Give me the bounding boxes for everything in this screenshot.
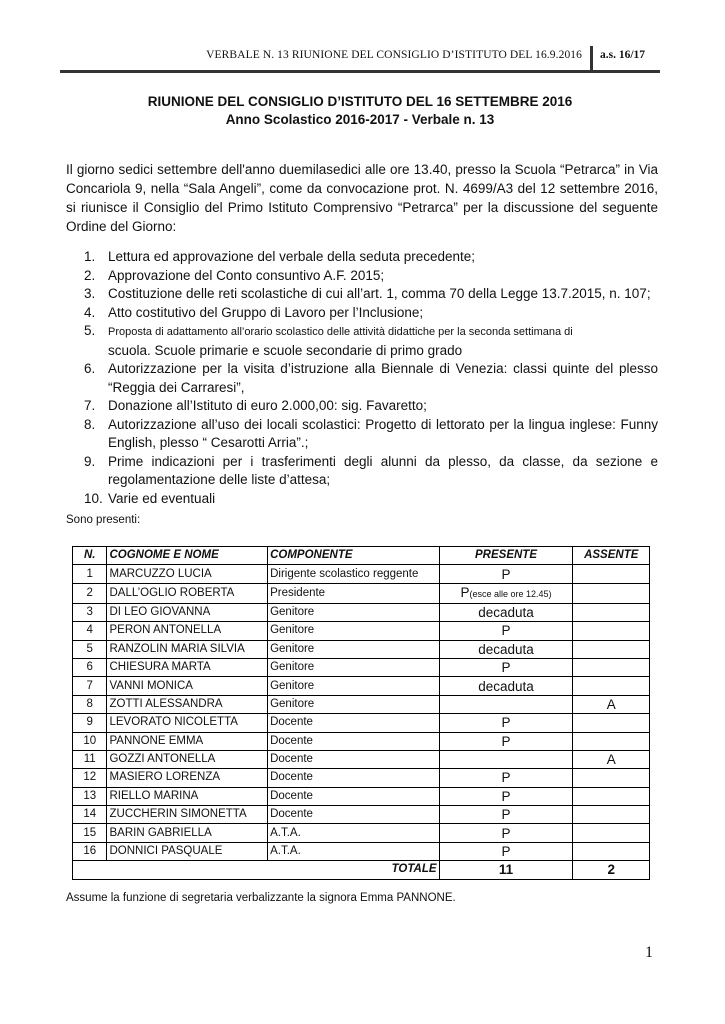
agenda-item-number: 6. bbox=[84, 361, 96, 376]
cell-presente bbox=[439, 565, 573, 583]
cell-presente bbox=[439, 622, 573, 640]
agenda-item bbox=[66, 360, 658, 397]
presente-value: P bbox=[501, 660, 511, 676]
agenda-item-text: Lettura ed approvazione del verbale della seduta precedente; bbox=[108, 249, 476, 264]
header-divider bbox=[590, 46, 593, 72]
cell-assente bbox=[573, 787, 650, 805]
cell-nome: PERON ANTONELLA bbox=[107, 622, 268, 640]
header-school-year: a.s. 16/17 bbox=[600, 49, 646, 61]
agenda-item-text: Atto costitutivo del Gruppo di Lavoro per l’Inclusione; bbox=[108, 304, 424, 320]
cell-nome: CHIESURA MARTA bbox=[107, 658, 268, 676]
cell-componente: Genitore bbox=[268, 658, 439, 676]
cell-n: 3 bbox=[73, 603, 107, 621]
table-row bbox=[73, 640, 650, 658]
closing-text: Assume la funzione di segretaria verbalizzante la signora Emma PANNONE. bbox=[66, 892, 456, 904]
cell-presente bbox=[439, 842, 573, 860]
cell-n: 8 bbox=[73, 695, 107, 713]
total-label: TOTALE bbox=[73, 861, 440, 879]
cell-assente bbox=[573, 732, 650, 750]
cell-nome: ZUCCHERIN SIMONETTA bbox=[107, 806, 268, 824]
table-row bbox=[73, 583, 650, 603]
cell-componente: Docente bbox=[268, 806, 439, 824]
cell-nome: RANZOLIN MARIA SILVIA bbox=[107, 640, 268, 658]
table-header-row bbox=[73, 547, 650, 565]
cell-assente bbox=[573, 583, 650, 603]
header-title: VERBALE N. 13 RIUNIONE DEL CONSIGLIO D’ISTITUTO DEL 16.9.2016 bbox=[206, 49, 582, 61]
cell-componente: Presidente bbox=[268, 583, 439, 603]
cell-n: 6 bbox=[73, 658, 107, 676]
presente-value: P bbox=[501, 788, 511, 804]
presente-value: P bbox=[501, 623, 511, 639]
table-row bbox=[73, 842, 650, 860]
cell-presente bbox=[439, 677, 573, 695]
cell-componente: Genitore bbox=[268, 622, 439, 640]
attendance-body bbox=[73, 565, 650, 861]
cell-assente bbox=[573, 565, 650, 583]
agenda-item-text: Varie ed eventuali bbox=[108, 490, 216, 506]
title-line-1: RIUNIONE DEL CONSIGLIO D’ISTITUTO DEL 16 SETTEMBRE 2016 bbox=[147, 94, 573, 109]
cell-componente: Genitore bbox=[268, 695, 439, 713]
agenda-item-text-small: Proposta di adattamento all’orario scolastico delle attività didattiche per la seconda settimana di bbox=[108, 326, 573, 338]
attendance-table bbox=[72, 546, 650, 880]
presente-value: P bbox=[501, 807, 511, 823]
presente-value: decaduta bbox=[478, 604, 534, 620]
cell-assente bbox=[573, 769, 650, 787]
cell-assente bbox=[573, 842, 650, 860]
cell-assente bbox=[573, 622, 650, 640]
agenda-item bbox=[66, 322, 658, 360]
cell-presente bbox=[439, 787, 573, 805]
agenda-item-number: 2. bbox=[84, 267, 96, 283]
total-assenti: 2 bbox=[573, 861, 650, 879]
cell-nome: DONNICI PASQUALE bbox=[107, 842, 268, 860]
cell-presente bbox=[439, 603, 573, 621]
cell-nome: ZOTTI ALESSANDRA bbox=[107, 695, 268, 713]
cell-n: 9 bbox=[73, 714, 107, 732]
agenda-item-number: 3. bbox=[84, 286, 96, 301]
cell-assente bbox=[573, 714, 650, 732]
cell-nome: PANNONE EMMA bbox=[107, 732, 268, 750]
page-number: 1 bbox=[645, 944, 653, 961]
agenda-item-text: Autorizzazione per la visita d’istruzione alla Biennale di Venezia: classi quinte del plesso “Reggia dei Carraresi”, bbox=[108, 361, 658, 395]
agenda-item-text: Prime indicazioni per i trasferimenti degli alunni da plesso, da classe, da sezione e regolamentazione delle liste d’attesa; bbox=[108, 453, 658, 487]
agenda-item-number: 8. bbox=[84, 416, 96, 432]
cell-assente: A bbox=[573, 695, 650, 713]
cell-nome: MARCUZZO LUCIA bbox=[107, 565, 268, 583]
presente-value: decaduta bbox=[478, 641, 534, 657]
document-title bbox=[60, 93, 660, 129]
agenda-item-number: 10. bbox=[84, 490, 103, 506]
agenda-item-text: Approvazione del Conto consuntivo A.F. 2015; bbox=[108, 267, 385, 283]
table-row bbox=[73, 658, 650, 676]
presente-value: P bbox=[501, 770, 511, 786]
cell-nome: BARIN GABRIELLA bbox=[107, 824, 268, 842]
agenda-item bbox=[66, 248, 658, 267]
table-row bbox=[73, 677, 650, 695]
cell-componente: A.T.A. bbox=[268, 842, 439, 860]
cell-assente bbox=[573, 603, 650, 621]
table-row bbox=[73, 806, 650, 824]
cell-nome: GOZZI ANTONELLA bbox=[107, 750, 268, 768]
header-nome: COGNOME E NOME bbox=[107, 547, 268, 565]
presente-value: decaduta bbox=[478, 678, 534, 694]
cell-componente: Dirigente scolastico reggente bbox=[268, 565, 439, 583]
cell-componente: Genitore bbox=[268, 677, 439, 695]
cell-n: 7 bbox=[73, 677, 107, 695]
cell-n: 13 bbox=[73, 787, 107, 805]
presente-value: P bbox=[501, 825, 511, 841]
presente-value: P bbox=[501, 733, 511, 749]
header-n: N. bbox=[73, 547, 107, 565]
presente-note: (esce alle ore 12.45) bbox=[469, 588, 552, 599]
cell-componente: A.T.A. bbox=[268, 824, 439, 842]
cell-assente: A bbox=[573, 750, 650, 768]
cell-n: 5 bbox=[73, 640, 107, 658]
agenda-item bbox=[66, 453, 658, 490]
table-row bbox=[73, 622, 650, 640]
cell-assente bbox=[573, 806, 650, 824]
cell-nome: MASIERO LORENZA bbox=[107, 769, 268, 787]
cell-n: 16 bbox=[73, 842, 107, 860]
agenda-item-text: Costituzione delle reti scolastiche di cui all’art. 1, comma 70 della Legge 13.7.2015, n. 107; bbox=[108, 286, 651, 301]
cell-componente: Genitore bbox=[268, 640, 439, 658]
cell-nome: RIELLO MARINA bbox=[107, 787, 268, 805]
cell-presente bbox=[439, 750, 573, 768]
agenda-item-text: Donazione all’Istituto di euro 2.000,00: sig. Favaretto; bbox=[108, 398, 427, 413]
table-row bbox=[73, 603, 650, 621]
agenda-item-number: 9. bbox=[84, 453, 96, 469]
title-line-2: Anno Scolastico 2016-2017 - Verbale n. 13 bbox=[225, 112, 495, 127]
cell-assente bbox=[573, 824, 650, 842]
agenda-item bbox=[66, 397, 658, 416]
agenda-item bbox=[66, 285, 658, 304]
presente-value: P bbox=[460, 584, 470, 600]
presente-value: P bbox=[501, 566, 511, 582]
cell-componente: Docente bbox=[268, 732, 439, 750]
table-row bbox=[73, 750, 650, 768]
cell-presente bbox=[439, 824, 573, 842]
header-componente: COMPONENTE bbox=[268, 547, 439, 565]
cell-n: 11 bbox=[73, 750, 107, 768]
cell-n: 2 bbox=[73, 583, 107, 603]
cell-n: 12 bbox=[73, 769, 107, 787]
cell-n: 4 bbox=[73, 622, 107, 640]
table-row bbox=[73, 714, 650, 732]
cell-assente bbox=[573, 640, 650, 658]
presente-value: P bbox=[501, 844, 511, 860]
cell-n: 14 bbox=[73, 806, 107, 824]
cell-componente: Docente bbox=[268, 787, 439, 805]
table-row bbox=[73, 769, 650, 787]
agenda-item-text: Autorizzazione all’uso dei locali scolastici: Progetto di lettorato per la lingua inglese: Funny English, plesso “ Cesarotti Arria”.; bbox=[108, 416, 658, 450]
presente-value: P bbox=[501, 715, 511, 731]
agenda-item-number: 7. bbox=[84, 398, 96, 413]
agenda-item bbox=[66, 490, 658, 509]
agenda-item-number: 1. bbox=[84, 249, 96, 264]
table-row bbox=[73, 732, 650, 750]
cell-nome: DALL’OGLIO ROBERTA bbox=[107, 583, 268, 603]
cell-nome: LEVORATO NICOLETTA bbox=[107, 714, 268, 732]
table-row bbox=[73, 565, 650, 583]
agenda-list bbox=[66, 248, 658, 508]
cell-presente bbox=[439, 640, 573, 658]
cell-componente: Docente bbox=[268, 750, 439, 768]
agenda-item bbox=[66, 304, 658, 323]
cell-presente bbox=[439, 732, 573, 750]
cell-assente bbox=[573, 658, 650, 676]
table-row bbox=[73, 824, 650, 842]
agenda-item bbox=[66, 267, 658, 286]
cell-nome: VANNI MONICA bbox=[107, 677, 268, 695]
cell-assente bbox=[573, 677, 650, 695]
agenda-item-text: scuola. Scuole primarie e scuole secondarie di primo grado bbox=[108, 342, 463, 358]
intro-paragraph: Il giorno sedici settembre dell'anno duemilasedici alle ore 13.40, presso la Scuola “Petrarca” in Via Concariola 9, nella “Sala Angeli”, come da convocazione prot. N. 4699/A3 del 12 settembre 2016, si riunisce il Consiglio del Primo Istituto Comprensivo “Petrarca” per la discussione del seguente Ordine del Giorno: bbox=[66, 162, 658, 234]
agenda-item-number: 5. bbox=[84, 323, 96, 338]
table-row bbox=[73, 787, 650, 805]
cell-componente: Docente bbox=[268, 769, 439, 787]
cell-n: 10 bbox=[73, 732, 107, 750]
page-header bbox=[60, 46, 660, 70]
presenti-label: Sono presenti: bbox=[66, 514, 141, 526]
cell-componente: Genitore bbox=[268, 603, 439, 621]
cell-presente bbox=[439, 769, 573, 787]
header-assente: ASSENTE bbox=[573, 547, 650, 565]
table-row bbox=[73, 695, 650, 713]
agenda-item bbox=[66, 416, 658, 453]
cell-n: 15 bbox=[73, 824, 107, 842]
total-presenti: 11 bbox=[439, 861, 573, 879]
agenda-item-number: 4. bbox=[84, 304, 96, 320]
cell-n: 1 bbox=[73, 565, 107, 583]
cell-presente bbox=[439, 806, 573, 824]
header-presente: PRESENTE bbox=[439, 547, 573, 565]
cell-presente bbox=[439, 658, 573, 676]
header-rule bbox=[60, 70, 660, 73]
total-row bbox=[73, 861, 650, 879]
cell-presente bbox=[439, 714, 573, 732]
cell-nome: DI LEO GIOVANNA bbox=[107, 603, 268, 621]
cell-presente bbox=[439, 583, 573, 603]
cell-presente bbox=[439, 695, 573, 713]
cell-componente: Docente bbox=[268, 714, 439, 732]
